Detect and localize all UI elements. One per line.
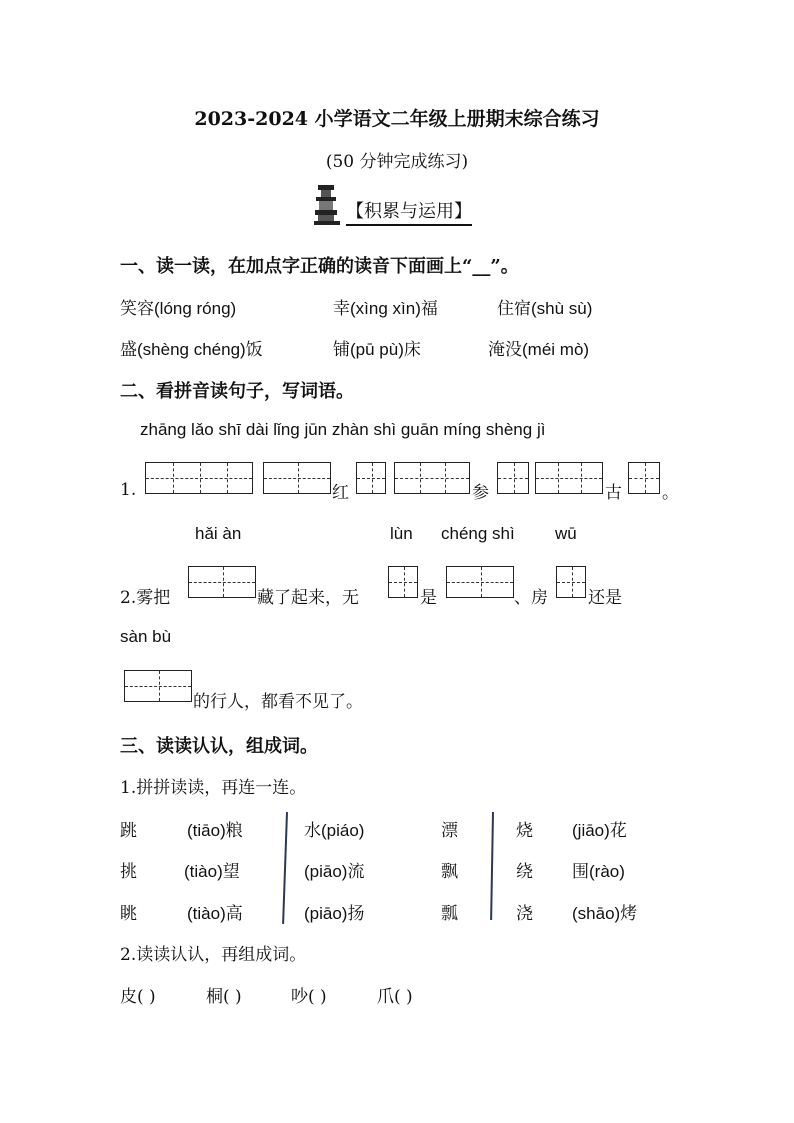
q3-pinyin: (piāo)流 (304, 862, 365, 881)
answer-box-3[interactable] (535, 462, 603, 494)
answer-box-2[interactable] (446, 566, 514, 598)
q2-pinyin-lun: lùn (390, 524, 413, 543)
answer-box-1[interactable] (628, 462, 660, 494)
q3-word-blank[interactable]: 爪( ) (377, 987, 413, 1007)
q1-item: 淹没(méi mò) (488, 340, 590, 359)
section-label-text: 【积累与运用】 (346, 197, 472, 226)
page-title: 2023-2024 小学语文二年级上册期末综合练习 (194, 108, 600, 130)
q2-pinyin-chengshi: chéng shì (441, 524, 515, 543)
q3-sub2: 2.读读认认，再组成词。 (120, 945, 307, 965)
q3-char: 漂 (441, 821, 458, 841)
q3-pinyin: (tiāo)粮 (187, 821, 243, 840)
mascot-icon (312, 184, 344, 226)
q3-char: 眺 (120, 904, 137, 924)
answer-box-3[interactable] (394, 462, 470, 494)
q2-line2-text: 2.雾把 (120, 588, 171, 608)
q2-heading: 二、看拼音读句子，写词语。 (120, 381, 354, 402)
answer-box-2[interactable] (188, 566, 256, 598)
q3-pinyin: (tiào)高 (187, 904, 243, 923)
answer-box-1[interactable] (497, 462, 529, 494)
q1-heading: 一、读一读，在加点字正确的读音下面画上“__”。 (120, 256, 519, 277)
q3-pinyin: (jiāo)花 (572, 821, 627, 840)
answer-box-2[interactable] (263, 462, 331, 494)
q2-line1-number: 1. (120, 480, 137, 500)
q3-char: 烧 (516, 821, 533, 841)
q3-char: 跳 (120, 821, 137, 841)
q3-pinyin: (tiào)望 (184, 862, 240, 881)
section-label (312, 184, 472, 226)
q2-line2-text: 、房 (514, 588, 548, 608)
q3-word-blank[interactable]: 吵( ) (291, 987, 327, 1007)
q3-pinyin: (shāo)烤 (572, 904, 638, 923)
q2-pinyin-sanbu: sàn bù (120, 627, 172, 646)
q2-word-gu: 古 (605, 483, 622, 503)
q1-item: 盛(shèng chéng)饭 (120, 340, 263, 359)
q3-char: 浇 (516, 904, 533, 924)
q2-pinyin-wu: wū (555, 524, 577, 543)
q3-sub1: 1.拼拼读读，再连一连。 (120, 778, 307, 798)
q3-char: 瓢 (441, 904, 458, 924)
q2-line3-text: 的行人，都看不见了。 (193, 692, 363, 712)
q1-item: 幸(xìng xìn)福 (333, 299, 438, 318)
q1-item: 铺(pū pù)床 (333, 340, 421, 359)
answer-box-1[interactable] (356, 462, 386, 494)
q2-pinyin-line1: zhāng lǎo shī dài lǐng jūn zhàn shì guān míng shèng jì (140, 420, 546, 439)
q3-heading: 三、读读认认，组成词。 (120, 736, 318, 757)
answer-box-2[interactable] (124, 670, 192, 702)
q2-word-can: 参 (472, 483, 489, 503)
q3-pinyin: 围(rào) (572, 862, 625, 881)
q3-char: 飘 (441, 862, 458, 882)
column-separator (490, 812, 493, 920)
q2-line2-text: 藏了起来，无 (257, 588, 359, 608)
answer-box-4[interactable] (145, 462, 253, 494)
q2-line2-text: 是 (420, 588, 437, 608)
q2-line1-end: 。 (662, 483, 679, 503)
answer-box-1[interactable] (388, 566, 418, 598)
q3-char: 挑 (120, 862, 137, 882)
q3-pinyin: (piāo)扬 (304, 904, 365, 923)
q1-item: 笑容(lóng róng) (120, 299, 237, 318)
q2-pinyin-haian: hǎi àn (195, 524, 242, 543)
q2-line2-text: 还是 (588, 588, 622, 608)
answer-box-1[interactable] (556, 566, 586, 598)
q3-pinyin: 水(piáo) (304, 821, 365, 840)
q1-item: 住宿(shù sù) (497, 299, 593, 318)
column-separator (282, 812, 287, 924)
page-subtitle: (50 分钟完成练习) (325, 152, 469, 172)
q2-word-hong: 红 (332, 483, 349, 503)
q3-word-blank[interactable]: 皮( ) (120, 987, 156, 1007)
q3-char: 绕 (516, 862, 533, 882)
q3-word-blank[interactable]: 桐( ) (206, 987, 242, 1007)
